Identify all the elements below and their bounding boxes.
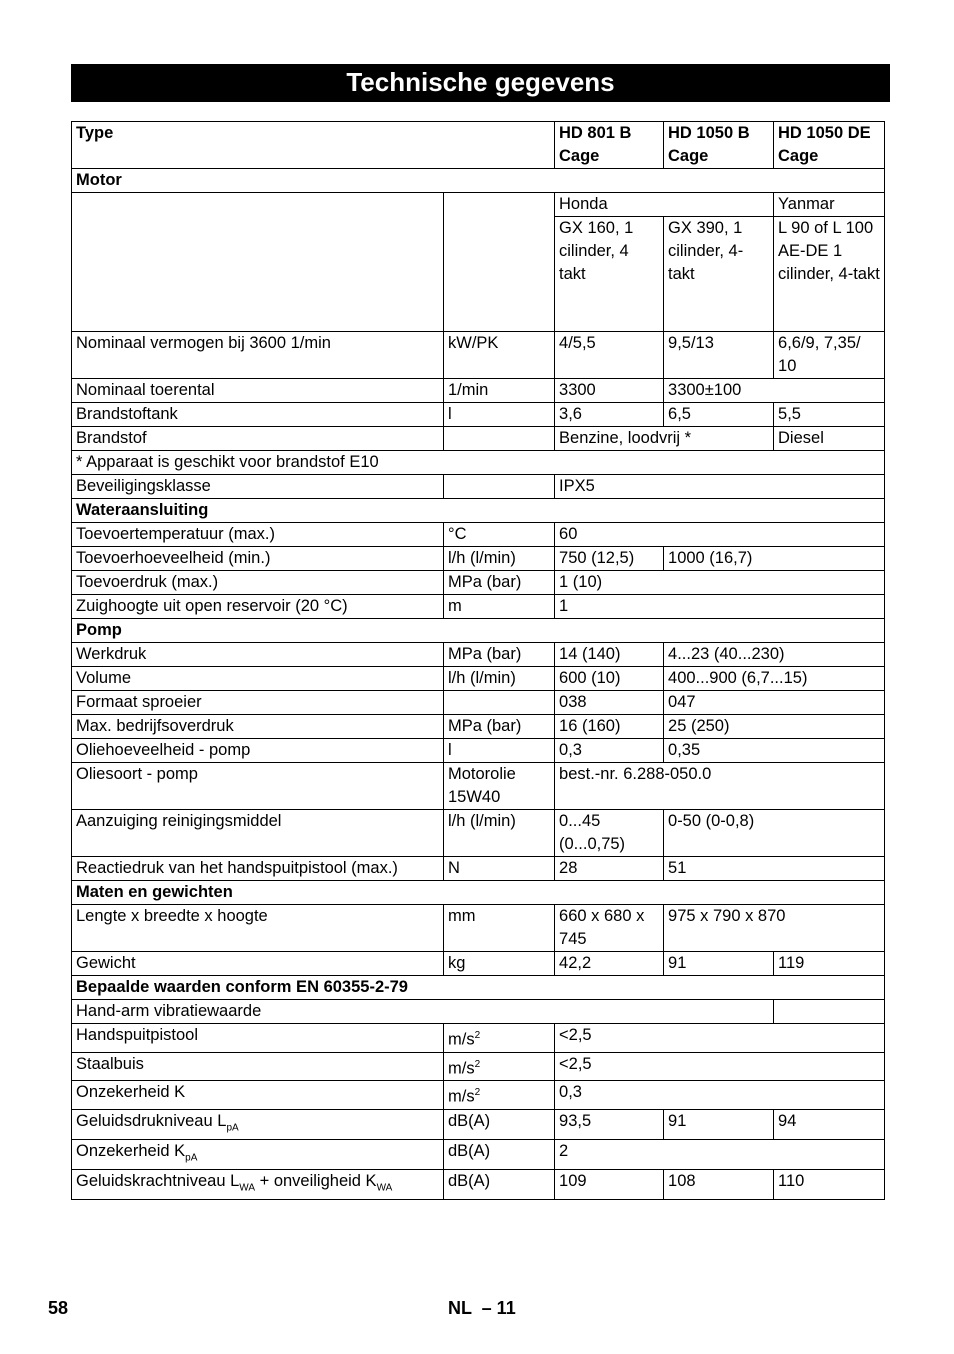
table-row (72, 451, 885, 475)
engine-hd801b: GX 160, 1 cilinder, 4 takt (555, 217, 664, 332)
section-row (72, 499, 885, 523)
row-label (72, 1170, 444, 1200)
row-value: Diesel (774, 427, 885, 451)
label-text: Onzekerheid K (76, 1141, 186, 1160)
row-unit: kW/PK (444, 332, 555, 379)
row-label: Beveiligingsklasse (72, 475, 444, 499)
row-unit: °C (444, 523, 555, 547)
row-label (72, 1139, 444, 1169)
row-unit (444, 427, 555, 451)
row-unit: N (444, 857, 555, 881)
row-value: best.-nr. 6.288-050.0 (555, 763, 885, 810)
row-value: 9,5/13 (664, 332, 774, 379)
row-label: Reactiedruk van het handspuitpistool (max.) (72, 857, 444, 881)
row-unit: kg (444, 952, 555, 976)
row-value: 51 (664, 857, 885, 881)
table-row (72, 905, 885, 952)
row-unit: l/h (l/min) (444, 810, 555, 857)
section-row (72, 976, 885, 1000)
unit-text: m/s (448, 1059, 475, 1077)
table-row (72, 547, 885, 571)
row-unit (444, 1052, 555, 1081)
row-value: 047 (664, 691, 885, 715)
table-row (72, 403, 885, 427)
title-bar (71, 64, 890, 102)
model-hd1050b: HD 1050 B Cage (664, 122, 774, 169)
row-unit (444, 691, 555, 715)
row-unit: l (444, 403, 555, 427)
row-label: Nominaal toerental (72, 379, 444, 403)
row-unit: Motorolie 15W40 (444, 763, 555, 810)
row-unit (444, 475, 555, 499)
unit-text: m/s (448, 1030, 475, 1049)
label-subscript: pA (185, 1152, 198, 1164)
type-header: Type (72, 122, 555, 169)
table-row (72, 715, 885, 739)
row-value: 1 (555, 595, 885, 619)
table-row (72, 1139, 885, 1169)
row-value: <2,5 (555, 1052, 885, 1081)
label-subscript: pA (226, 1121, 239, 1133)
row-label: Nominaal vermogen bij 3600 1/min (72, 332, 444, 379)
row-label: Toevoerdruk (max.) (72, 571, 444, 595)
row-value: 94 (774, 1109, 885, 1139)
label-cell (72, 193, 444, 332)
table-row (72, 332, 885, 379)
section-water: Wateraansluiting (72, 499, 885, 523)
table-row (72, 691, 885, 715)
row-value: 109 (555, 1170, 664, 1200)
table-row (72, 643, 885, 667)
row-label: Volume (72, 667, 444, 691)
row-value: 4/5,5 (555, 332, 664, 379)
section-motor: Motor (72, 169, 885, 193)
unit-exponent: 2 (474, 1030, 481, 1041)
brand-honda: Honda (555, 193, 774, 217)
row-label: Aanzuiging reinigingsmiddel (72, 810, 444, 857)
row-value: 6,6/9, 7,35/ 10 (774, 332, 885, 379)
table-row (72, 595, 885, 619)
row-value: 0...45 (0...0,75) (555, 810, 664, 857)
row-unit: MPa (bar) (444, 643, 555, 667)
row-label: Onzekerheid K (72, 1081, 444, 1110)
section-row (72, 169, 885, 193)
row-unit: l/h (l/min) (444, 667, 555, 691)
row-unit (444, 1024, 555, 1053)
unit-text: m/s (448, 1087, 475, 1106)
model-hd1050de: HD 1050 DE Cage (774, 122, 885, 169)
row-unit: m (444, 595, 555, 619)
row-value: 3,6 (555, 403, 664, 427)
row-value: 5,5 (774, 403, 885, 427)
row-value: 0,3 (555, 1081, 885, 1110)
row-value: 4...23 (40...230) (664, 643, 885, 667)
row-value: 16 (160) (555, 715, 664, 739)
spec-table (71, 121, 885, 1200)
row-value: IPX5 (555, 475, 885, 499)
row-value: 1 (10) (555, 571, 885, 595)
table-row (72, 1170, 885, 1200)
row-value: 6,5 (664, 403, 774, 427)
section-values: Bepaalde waarden conform EN 60355-2-79 (72, 976, 885, 1000)
row-value: 400...900 (6,7...15) (664, 667, 885, 691)
table-row (72, 1000, 885, 1024)
row-value: 110 (774, 1170, 885, 1200)
row-label: Zuighoogte uit open reservoir (20 °C) (72, 595, 444, 619)
table-row (72, 810, 885, 857)
row-unit: MPa (bar) (444, 715, 555, 739)
row-unit: dB(A) (444, 1109, 555, 1139)
row-value: 14 (140) (555, 643, 664, 667)
page-title: Technische gegevens (346, 67, 615, 97)
row-label: Lengte x breedte x hoogte (72, 905, 444, 952)
row-label: Oliesoort - pomp (72, 763, 444, 810)
row-label: Brandstof (72, 427, 444, 451)
table-row (72, 1024, 885, 1053)
section-dimensions: Maten en gewichten (72, 881, 885, 905)
row-value: 0,35 (664, 739, 885, 763)
row-value: 0-50 (0-0,8) (664, 810, 885, 857)
row-value: <2,5 (555, 1024, 885, 1053)
row-value: 2 (555, 1139, 885, 1169)
row-label: Brandstoftank (72, 403, 444, 427)
row-value: 93,5 (555, 1109, 664, 1139)
row-unit: l (444, 739, 555, 763)
table-row (72, 739, 885, 763)
row-value: 91 (664, 1109, 774, 1139)
row-unit: dB(A) (444, 1139, 555, 1169)
row-unit: dB(A) (444, 1170, 555, 1200)
row-value: 750 (12,5) (555, 547, 664, 571)
table-row (72, 952, 885, 976)
label-subscript: WA (239, 1182, 256, 1194)
section-row (72, 619, 885, 643)
page-number: 58 (48, 1298, 69, 1318)
brand-yanmar: Yanmar (774, 193, 885, 217)
fuel-note: * Apparaat is geschikt voor brandstof E10 (72, 451, 885, 475)
language-page-label: NL – 11 (448, 1298, 516, 1318)
row-value: 3300±100 (664, 379, 885, 403)
row-label: Gewicht (72, 952, 444, 976)
table-row (72, 857, 885, 881)
row-unit: MPa (bar) (444, 571, 555, 595)
row-label: Oliehoeveelheid - pomp (72, 739, 444, 763)
table-row (72, 523, 885, 547)
label-text: Geluidsdrukniveau L (76, 1111, 227, 1130)
row-value: 60 (555, 523, 885, 547)
table-row (72, 1109, 885, 1139)
row-label: Werkdruk (72, 643, 444, 667)
row-value: 975 x 790 x 870 (664, 905, 885, 952)
engine-hd1050b: GX 390, 1 cilinder, 4-takt (664, 217, 774, 332)
table-row (72, 193, 885, 217)
row-unit: l/h (l/min) (444, 547, 555, 571)
table-row (72, 1052, 885, 1081)
unit-cell (444, 193, 555, 332)
unit-exponent: 2 (474, 1087, 481, 1098)
row-value (774, 1000, 885, 1024)
row-value: 600 (10) (555, 667, 664, 691)
row-label: Handspuitpistool (72, 1024, 444, 1053)
row-value: 1000 (16,7) (664, 547, 885, 571)
row-value: 42,2 (555, 952, 664, 976)
row-value: 108 (664, 1170, 774, 1200)
row-value: 0,3 (555, 739, 664, 763)
row-value: 660 x 680 x 745 (555, 905, 664, 952)
table-row (72, 571, 885, 595)
row-label (72, 1109, 444, 1139)
row-value: 91 (664, 952, 774, 976)
section-row (72, 881, 885, 905)
row-value: 119 (774, 952, 885, 976)
row-label: Toevoertemperatuur (max.) (72, 523, 444, 547)
table-row (72, 1081, 885, 1110)
row-label: Formaat sproeier (72, 691, 444, 715)
row-label: Max. bedrijfsoverdruk (72, 715, 444, 739)
vibration-label: Hand-arm vibratiewaarde (72, 1000, 774, 1024)
header-row (72, 122, 885, 169)
row-value: 25 (250) (664, 715, 885, 739)
unit-exponent: 2 (474, 1058, 481, 1070)
table-row (72, 667, 885, 691)
label-subscript: WA (376, 1182, 393, 1194)
table-row (72, 475, 885, 499)
engine-hd1050de: L 90 of L 100 AE-DE 1 cilinder, 4-takt (774, 217, 885, 332)
row-unit: 1/min (444, 379, 555, 403)
table-row (72, 427, 885, 451)
row-value: 28 (555, 857, 664, 881)
row-unit (444, 1081, 555, 1110)
table-row (72, 763, 885, 810)
row-label: Staalbuis (72, 1052, 444, 1081)
row-value: Benzine, loodvrij * (555, 427, 774, 451)
section-pump: Pomp (72, 619, 885, 643)
row-value: 038 (555, 691, 664, 715)
row-unit: mm (444, 905, 555, 952)
label-text: Geluidskrachtniveau L (76, 1172, 240, 1191)
model-hd801b: HD 801 B Cage (555, 122, 664, 169)
table-row (72, 379, 885, 403)
label-text: + onveiligheid K (255, 1172, 377, 1191)
row-label: Toevoerhoeveelheid (min.) (72, 547, 444, 571)
row-value: 3300 (555, 379, 664, 403)
